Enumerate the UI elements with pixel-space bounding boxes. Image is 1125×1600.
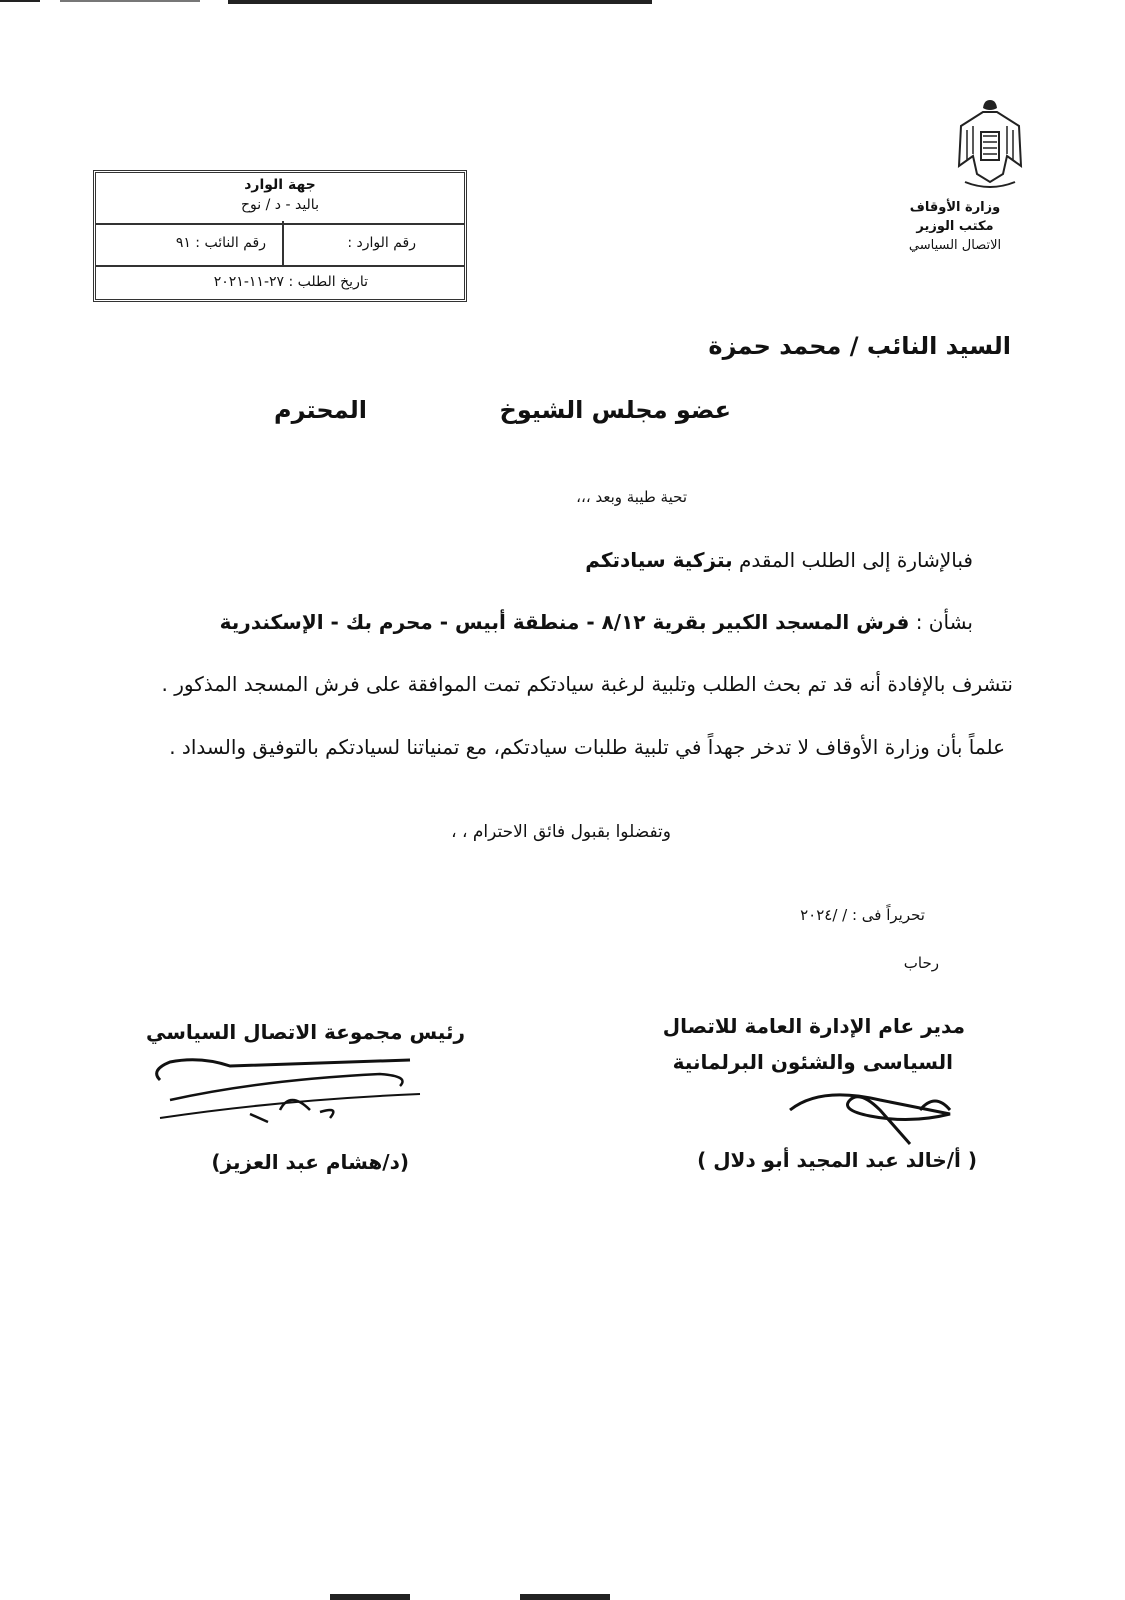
source-label: جهة الوارد: [244, 177, 316, 193]
scan-edge-artifact-bottom-2: [520, 1594, 610, 1600]
source-value: باليد - د / نوح: [241, 197, 319, 213]
addressee-honorific: المحترم: [274, 396, 367, 424]
right-signatory-title-2: السياسى والشئون البرلمانية: [672, 1050, 953, 1074]
cell-divider: [282, 221, 284, 265]
date-line: تحريراً فى : / /٢٠٢٤: [800, 906, 925, 924]
paragraph-note: علماً بأن وزارة الأوقاف لا تدخر جهداً في تلبية طلبات سيادتكم، مع تمنياتنا لسيادتكم بالتوفيق والسداد .: [169, 735, 1005, 759]
ministry-name: وزارة الأوقاف: [909, 200, 1001, 215]
left-signatory-title: رئيس مجموعة الاتصال السياسي: [145, 1020, 465, 1044]
reference-prefix: فبالإشارة إلى الطلب المقدم: [738, 548, 973, 572]
paragraph-approval: نتشرف بالإفادة أنه قد تم بحث الطلب وتلبية لرغبة سيادتكم تمت الموافقة على فرش المسجد المذكور .: [161, 672, 1013, 696]
deputy-number: رقم النائب : ٩١: [175, 235, 266, 251]
office-name: مكتب الوزير: [916, 219, 994, 234]
typist-initials: رحاب: [903, 954, 939, 972]
right-signatory-title-1: مدير عام الإدارة العامة للاتصال: [662, 1014, 965, 1038]
incoming-number: رقم الوارد :: [347, 235, 416, 251]
subject-prefix: بشأن :: [915, 610, 973, 634]
greeting: تحية طيبة وبعد ،،،: [576, 488, 687, 506]
left-signatory-name: (د/هشام عبد العزيز): [211, 1150, 409, 1174]
eagle-emblem-icon: [955, 96, 1025, 192]
letterhead: [885, 198, 1025, 255]
subject-bold: فرش المسجد الكبير بقرية ٨/١٢ - منطقة أبيس - محرم بك - الإسكندرية: [219, 610, 910, 634]
right-signatory-name: ( أ/خالد عبد المجيد أبو دلال ): [697, 1148, 977, 1172]
addressee-line: السيد النائب / محمد حمزة: [708, 332, 1011, 360]
right-handwritten-signature: [760, 1080, 980, 1150]
scan-edge-artifact: [0, 0, 1125, 8]
incoming-register-box: [93, 170, 467, 302]
department-name: الاتصال السياسي: [908, 238, 1002, 253]
incoming-source-row: [96, 173, 464, 225]
request-date: تاريخ الطلب : ٢٧-١١-٢٠٢١: [213, 274, 368, 290]
reference-line: [585, 548, 973, 572]
addressee-title: عضو مجلس الشيوخ: [499, 396, 731, 424]
reference-bold: بتزكية سيادتكم: [585, 548, 733, 572]
scan-edge-artifact-bottom: [330, 1594, 410, 1600]
incoming-numbers-row: [96, 221, 464, 267]
left-handwritten-signature: [140, 1050, 430, 1130]
subject-line: [220, 610, 973, 634]
closing-line: وتفضلوا بقبول فائق الاحترام ، ،: [451, 822, 671, 842]
